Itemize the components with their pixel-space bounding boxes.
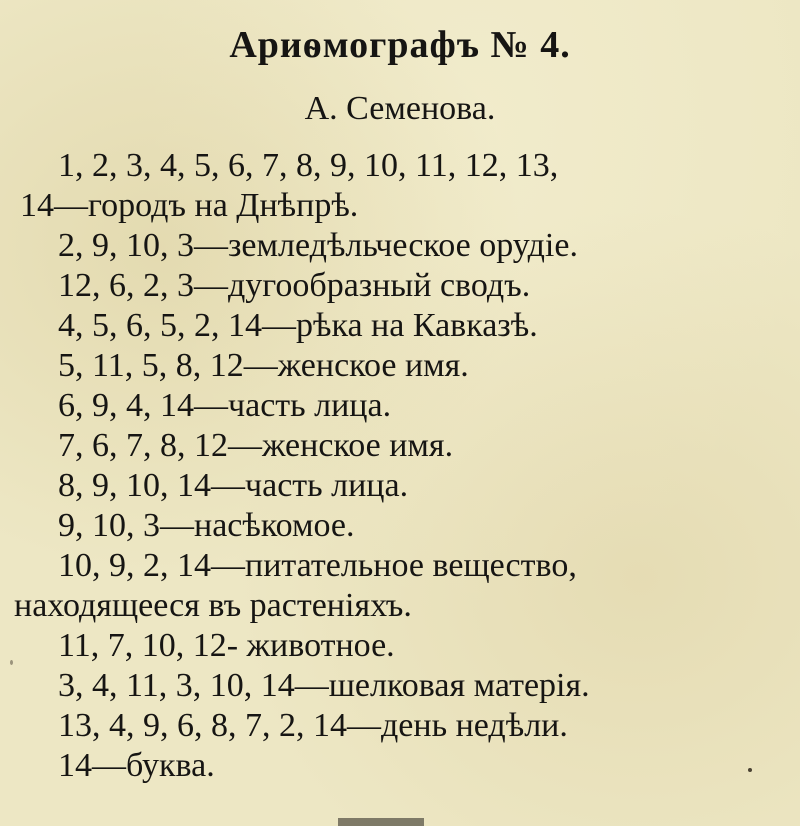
text-line: 4, 5, 6, 5, 2, 14—рѣка на Кавказѣ. bbox=[58, 307, 538, 344]
text-line: 12, 6, 2, 3—дугообразный сводъ. bbox=[58, 267, 531, 304]
text-line: 11, 7, 10, 12- животное. bbox=[58, 627, 395, 664]
ink-speck bbox=[10, 660, 13, 665]
text-line: 14—буква. bbox=[58, 747, 215, 784]
ink-speck bbox=[748, 768, 752, 772]
text-line: 3, 4, 11, 3, 10, 14—шелковая матерія. bbox=[58, 667, 590, 704]
text-line: 8, 9, 10, 14—часть лица. bbox=[58, 467, 409, 504]
text-line: находящееся въ растеніяхъ. bbox=[14, 587, 412, 624]
text-line: 2, 9, 10, 3—земледѣльческое орудіе. bbox=[58, 227, 578, 264]
text-line: 13, 4, 9, 6, 8, 7, 2, 14—день недѣли. bbox=[58, 707, 568, 744]
author-name: А. Семенова. bbox=[304, 90, 496, 127]
text-line: 5, 11, 5, 8, 12—женское имя. bbox=[58, 347, 469, 384]
text-line: 14—городъ на Днѣпрѣ. bbox=[20, 187, 359, 224]
print-edge-mark bbox=[338, 818, 424, 826]
puzzle-text bbox=[0, 146, 800, 786]
text-line: 9, 10, 3—насѣкомое. bbox=[58, 507, 355, 544]
text-line: 7, 6, 7, 8, 12—женское имя. bbox=[58, 427, 454, 464]
text-line: 1, 2, 3, 4, 5, 6, 7, 8, 9, 10, 11, 12, 13, bbox=[58, 147, 559, 184]
text-line: 6, 9, 4, 14—часть лица. bbox=[58, 387, 392, 424]
puzzle-title: Ариѳмографъ № 4. bbox=[229, 24, 571, 66]
text-line: 10, 9, 2, 14—питательное вещество, bbox=[58, 547, 577, 584]
